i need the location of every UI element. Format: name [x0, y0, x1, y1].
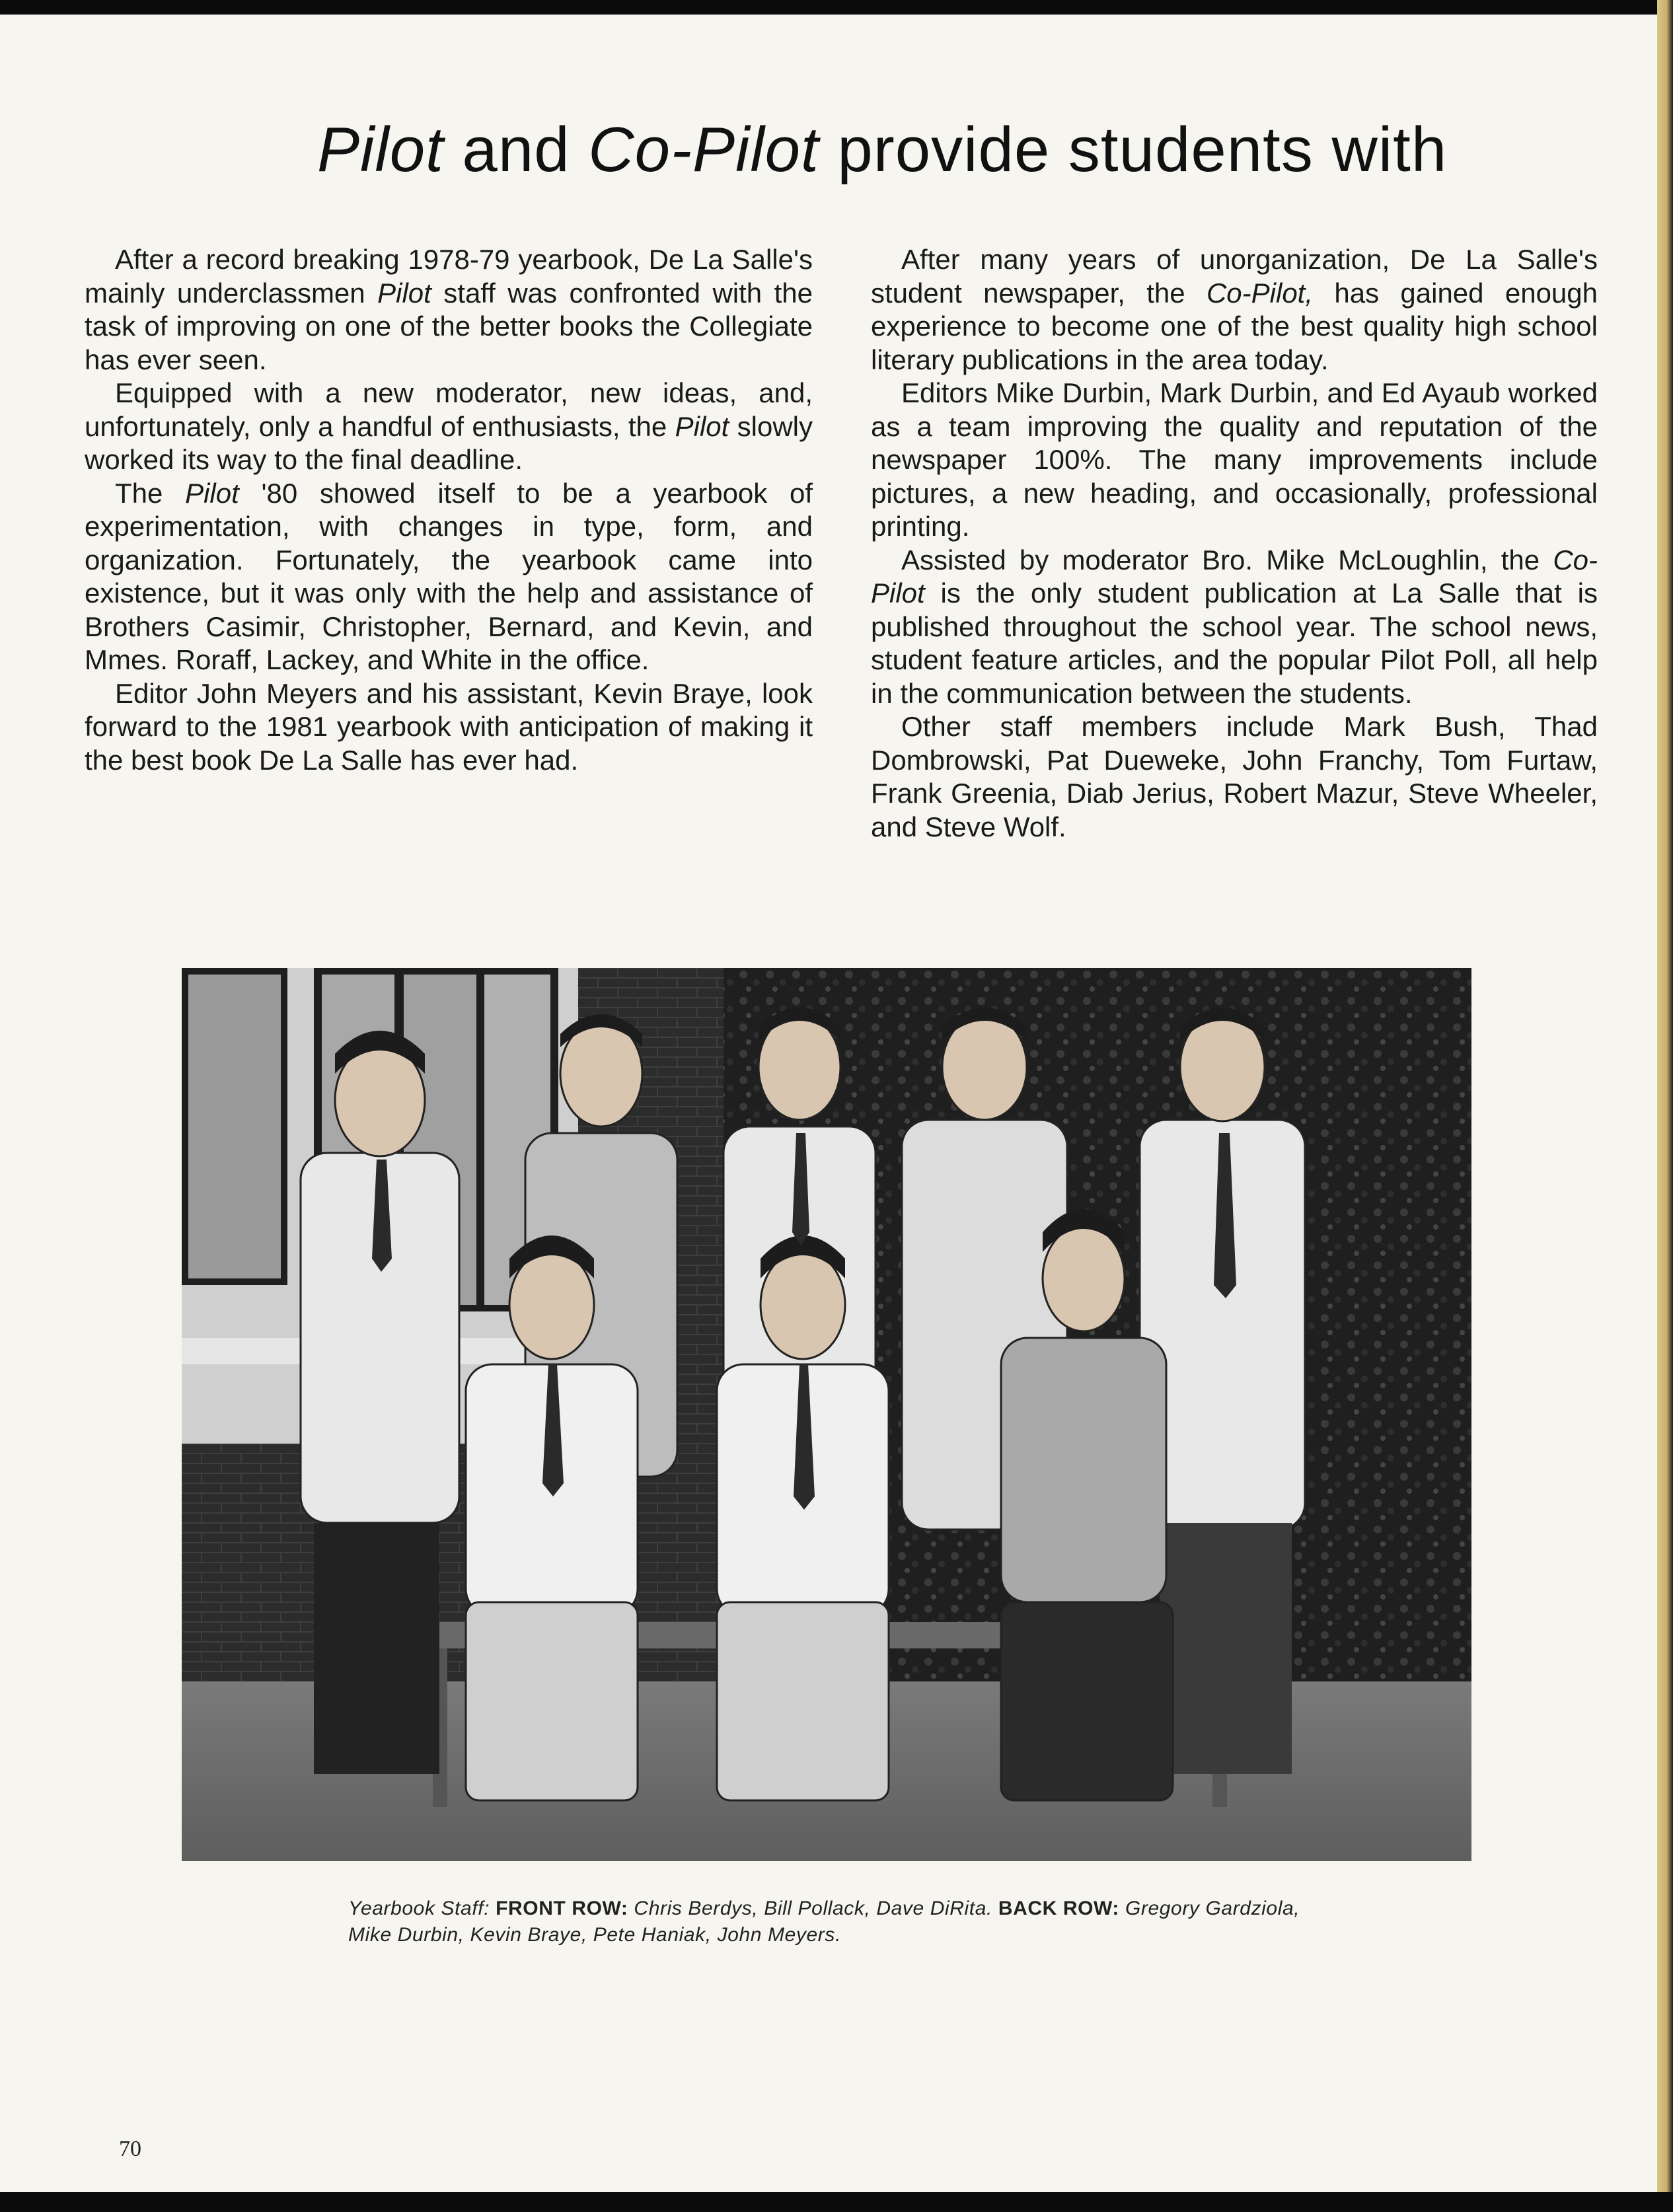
text-run: Equipped with a new moderator, new ideas, and, unfortunately, only a handful of enthusiasts, the: [85, 377, 813, 442]
page-headline: [317, 114, 1625, 186]
text-run: staff was confronted with the task of improving on one of the better books the Collegiate has ever seen.: [85, 277, 813, 375]
headline-copilot: Co-Pilot: [588, 114, 819, 185]
page-edge: [1657, 0, 1673, 2212]
italic-run: Co-Pilot,: [1206, 277, 1314, 309]
text-run: slowly worked its way to the final deadline.: [85, 410, 813, 475]
headline-pilot: Pilot: [317, 114, 444, 185]
left-paragraph-4: Editor John Meyers and his assistant, Kevin Braye, look forward to the 1981 yearbook with anticipation of making it the best book De La Salle has ever had.: [85, 677, 813, 776]
headline-and: and: [443, 114, 589, 185]
text-run: '80 showed itself to be a yearbook of experimentation, with changes in type, form, and organization. Fortunately, the yearbook came into existence, but it was only with the help and assistance of Brothers Casimir, Christopher, Bernard, and Kevin, and Mmes. Roraff, Lackey, and White in the office.: [85, 477, 813, 675]
italic-run: Pilot: [185, 477, 239, 509]
italic-run: Co-Pilot: [871, 544, 1598, 608]
right-column-text: [871, 243, 1598, 844]
right-paragraph-3: [871, 544, 1598, 711]
text-run: Assisted by moderator Bro. Mike McLoughlin, the: [901, 544, 1553, 575]
left-paragraph-3: [85, 477, 813, 677]
right-paragraph-2: Editors Mike Durbin, Mark Durbin, and Ed Ayaub worked as a team improving the quality and reputation of the newspaper 100%. The many improvements include pictures, a new heading, and occasionally, professional printing.: [871, 377, 1598, 542]
right-paragraph-4: Other staff members include Mark Bush, Thad Dombrowski, Pat Dueweke, John Franchy, Tom Furtaw, Frank Greenia, Diab Jerius, Robert Mazur, Steve Wheeler, and Steve Wolf.: [871, 711, 1598, 842]
caption-lead: Yearbook Staff:: [348, 1898, 496, 1919]
text-run: After a record breaking 1978-79 yearbook, De La Salle's mainly underclassmen: [85, 244, 813, 309]
caption-back-row-label: BACK ROW:: [998, 1898, 1120, 1919]
caption-front-row-label: FRONT ROW:: [496, 1898, 628, 1919]
text-run: is the only student publication at La Salle that is published throughout the school year. The school news, student feature articles, and the popular Pilot Poll, all help in the communication between the students.: [871, 577, 1598, 709]
scan-border: [0, 2192, 1673, 2212]
text-run: The: [115, 477, 186, 509]
italic-run: Pilot: [377, 277, 431, 309]
left-column-text: [85, 243, 813, 777]
photo-illustration: [182, 968, 1471, 1861]
text-run: has gained enough experience to become one of the best quality high school literary publications in the area today.: [871, 277, 1598, 375]
text-run: After many years of unorganization, De La Salle's student newspaper, the: [871, 244, 1598, 309]
photo-caption: [348, 1896, 1339, 1948]
caption-front-row-names: Chris Berdys, Bill Pollack, Dave DiRita.: [628, 1898, 998, 1919]
yearbook-page: [0, 15, 1657, 2192]
left-paragraph-1: [85, 243, 813, 377]
staff-group-photo: [182, 968, 1471, 1861]
italic-run: Pilot: [675, 410, 729, 442]
caption-back-row-names: Gregory Gardziola, Mike Durbin, Kevin Braye, Pete Haniak, John Meyers.: [348, 1898, 1300, 1946]
left-paragraph-2: [85, 377, 813, 477]
right-paragraph-1: [871, 243, 1598, 377]
page-number: 70: [119, 2137, 141, 2161]
headline-rest: provide students with: [819, 114, 1448, 185]
